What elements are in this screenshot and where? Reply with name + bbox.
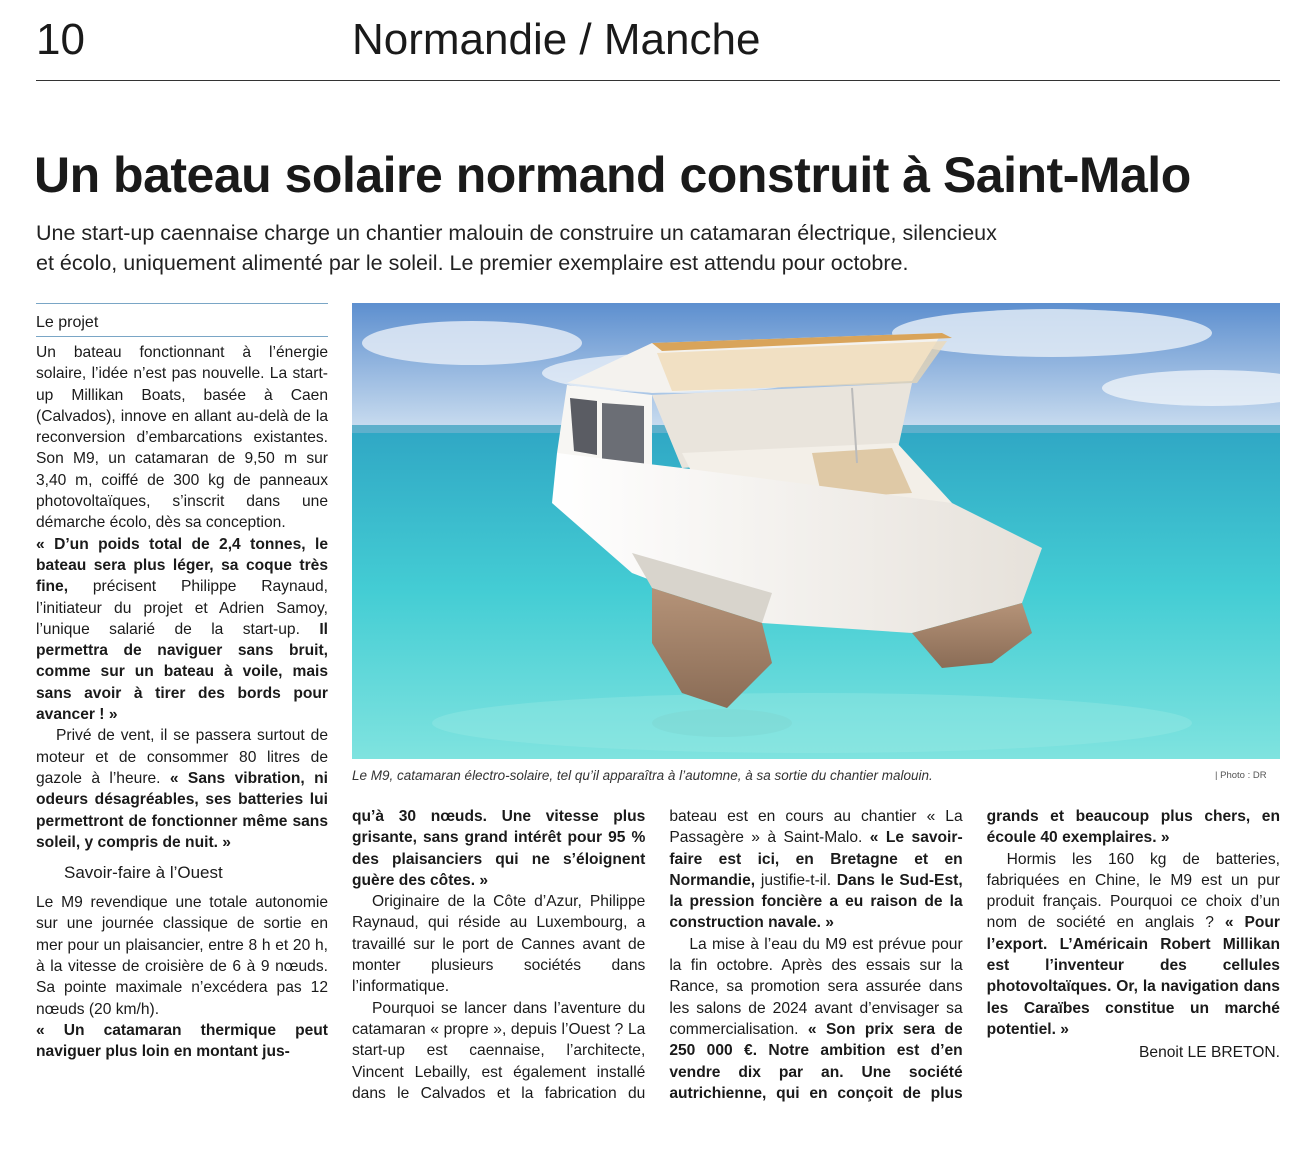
text-7b: justifie-t-il. xyxy=(755,871,837,889)
paragraph-6: Originaire de la Côte d’Azur, Philippe Raynaud, qui réside au Luxembourg, a travaillé sur le port de Cannes avant de monter plusieurs sociétés dans l’informatique. xyxy=(352,893,646,996)
quote-6: Dans le Sud-Est, la pression foncière a eu raison de la construction navale. » xyxy=(669,871,963,932)
photo-caption: Le M9, catamaran électro-solaire, tel qu’il apparaîtra à l’automne, à sa sortie du chantier malouin. xyxy=(352,768,933,783)
article-standfirst xyxy=(36,218,1186,278)
signature: Benoit LE BRETON. xyxy=(1139,1044,1280,1062)
paragraph-5 xyxy=(36,1020,328,1063)
kicker: Le projet xyxy=(36,314,99,331)
boat-photo xyxy=(352,303,1280,759)
article-headline: Un bateau solaire normand construit à Saint-Malo xyxy=(34,147,1191,203)
kicker-rule-top xyxy=(36,303,328,304)
quote-8: « Pour l’export. L’Américain Robert Millikan est l’inventeur des cellules photovoltaïques. Or, la navigation dans les Caraïbes constitue un marché potentiel. » xyxy=(986,914,1280,1038)
quote-4-cont: qu’à 30 nœuds. Une vitesse plus grisante, sans grand intérêt pour 95 % des plaisanciers qui ne s’éloignent guère des côtes. » xyxy=(352,808,646,889)
standfirst-line-1: Une start-up caennaise charge un chantier malouin de construire un catamaran électrique, silencieux xyxy=(36,221,997,245)
text-7a: Pourquoi se lancer dans l’aventure du catamaran « propre », depuis l’Ouest ? La start-up est caennaise, l’architecte, Vincent Lebailly, est également installé dans le Calvados et la fabrication du bateau est en cours au chantier « La Passagère » à Saint-Malo. xyxy=(352,808,963,1102)
page-number: 10 xyxy=(36,15,85,64)
standfirst-line-2: et écolo, uniquement alimenté par le soleil. Le premier exemplaire est attendu pour octobre. xyxy=(36,251,909,275)
text-3a: Privé de vent, il se passera surtout de moteur et de consommer 80 litres de gazole à l’heure. xyxy=(36,727,328,787)
text-9a: Hormis les 160 kg de batteries, fabriquées en Chine, le M9 est un pur produit français. Pourquoi ce choix d’un nom de société en anglais ? xyxy=(986,850,1280,932)
paragraph-1: Un bateau fonctionnant à l’énergie solaire, l’idée n’est pas nouvelle. La start-up Millikan Boats, basée à Caen (Calvados), innove en allant au-delà de la reconversion d’embarcations existantes. Son M9, un catamaran de 9,50 m sur 3,40 m, coiffé de 300 kg de panneaux photovoltaïques, s’inscrit dans une démarche écolo, dès sa conception. xyxy=(36,344,328,532)
text-2a: précisent Philippe Raynaud, l’initiateur du projet et Adrien Samoy, l’unique salarié de la start-up. xyxy=(36,578,328,638)
catamaran-illustration xyxy=(352,303,1280,759)
subhead: Savoir-faire à l’Ouest xyxy=(64,863,223,883)
quote-5: « Le savoir-faire est ici, en Bretagne et en Normandie, xyxy=(669,829,963,889)
text-8a: La mise à l’eau du M9 est prévue pour la fin octobre. Après des essais sur la Rance, sa promotion sera assurée dans les salons de 2024 avant d’envisager sa commercialisation. xyxy=(669,935,963,1038)
quote-1: « D’un poids total de 2,4 tonnes, le bateau sera plus léger, sa coque très fine, xyxy=(36,535,328,596)
quote-2: Il permettra de naviguer sans bruit, comme sur un bateau à voile, mais sans avoir à tirer des bords pour avancer ! » xyxy=(36,620,328,724)
quote-3: « Sans vibration, ni odeurs désagréables, ses batteries lui permettront de fonctionner même sans soleil, y compris de nuit. » xyxy=(36,769,328,851)
paragraph-2 xyxy=(36,534,328,726)
paragraph-4: Le M9 revendique une totale autonomie sur une journée classique de sortie en mer pour un plaisancier, entre 8 h et 20 h, à la vitesse de croisière de 6 à 9 nœuds. Sa pointe maximale n’excédera pas 12 nœuds (20 km/h). xyxy=(36,894,328,1018)
article-flow xyxy=(352,806,1280,1106)
column-1 xyxy=(36,342,328,1063)
paragraph-5-cont xyxy=(352,806,645,891)
quote-7: « Son prix sera de 250 000 €. Notre ambition est d’en vendre dix par an. Une société autrichienne, qui en conçoit de plus grands et beaucoup plus chers, en écoule 40 exemplaires. » xyxy=(669,808,1280,1102)
paragraph-3 xyxy=(36,725,328,853)
section-title: Normandie / Manche xyxy=(352,15,761,64)
kicker-rule-bottom xyxy=(36,336,328,337)
quote-4: « Un catamaran thermique peut naviguer plus loin en montant jus- xyxy=(36,1021,328,1061)
photo-credit: | Photo : DR xyxy=(1215,770,1267,781)
paragraph-9 xyxy=(987,849,1280,1041)
header-rule xyxy=(36,80,1280,81)
